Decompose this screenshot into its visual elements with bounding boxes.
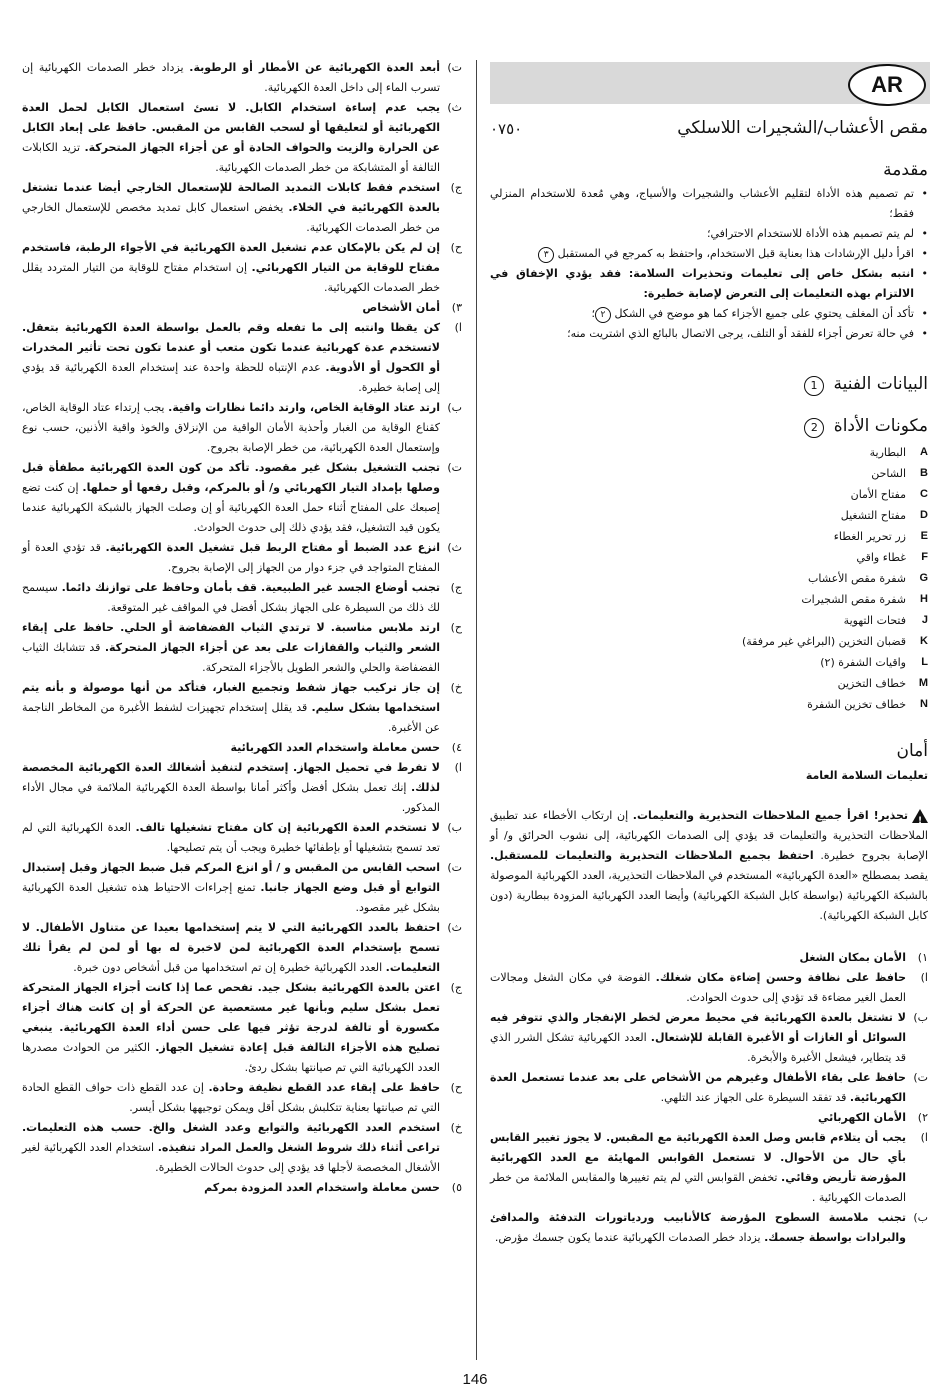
item-text [22,758,440,818]
component-label: مفتاح التشغيل [840,509,906,522]
item-plain-text: تزيد الكابلات التالفة أو المتشابكة من خطر الصدمات الكهربائية. [22,141,440,174]
item-bold-text: لا تفرط في تحميل الجهاز. إستخدم لتنفيذ أشغالك العدة الكهربائية المخصصة لذلك. [22,761,440,794]
list-item: • في حالة تعرض أجزاء للفقد أو التلف، يرجى الاتصال بالبائع الذي اشتريت منه؛ [490,324,928,344]
components-list [490,442,928,715]
component-key: L [921,656,928,668]
component-label: زر تحرير الغطاء [833,530,906,543]
item-number: ب) [447,401,462,414]
item-plain-text: تخفض القوابس التي لم يتم تغييرها والمقابس الملائمة من خطر الصدمات الكهربائية . [490,1171,906,1204]
page-number: 146 [462,1371,488,1388]
item-text [22,1178,440,1198]
item-text [22,298,440,318]
column-divider [476,60,477,1360]
item-number: ج) [450,581,462,594]
item-number: ٤) [451,741,462,754]
list-item [22,758,462,818]
component-item [490,547,928,568]
list-item [22,678,462,738]
item-text [490,1208,906,1248]
component-item [490,463,928,484]
list-item: • تم تصميم هذه الأداة لتقليم الأعشاب والشجيرات والأسياج، وهي مُعدة للاستخدام المنزلي فقط؛ [490,184,928,224]
item-number: ٥) [451,1181,462,1194]
item-plain-text: سيسمح لك ذلك من السيطرة على الجهاز بشكل أفضل في المواقف غير المتوقعة. [22,581,440,614]
list-item [490,1068,928,1108]
item-number: ث) [447,921,462,934]
item-text [490,1128,906,1208]
intro-bullet-3: اقرأ دليل الإرشادات هذا بعناية قبل الاستخدام، واحتفظ به كمرجع في المستقبل [557,247,914,260]
figure-ref-3: ٣ [538,247,554,263]
item-text [490,948,906,968]
item-text [22,678,440,738]
list-item [22,618,462,678]
item-number: ث) [447,541,462,554]
figure-ref-1: 1 [804,376,824,396]
general-safety-heading: تعليمات السلامة العامة [805,769,928,782]
right-safety-list [490,948,928,1248]
item-text [490,1008,906,1068]
component-item [490,631,928,652]
item-bold-text: اعتن بالعدة الكهربائية بشكل جيد. تفحص عما إذا كانت أجزاء الجهاز المتحركة تعمل بشكل سليم وبأنها غير مستعصية عن الحركة أو إن كانت هناك أجزاء مكسورة أو تالفة لدرجة تؤثر فيها على حسن أداء العدة الكهربائية. ينبغي تصليح هذه الأجزاء التالفة قبل إعادة تشغيل الجهاز. [22,981,440,1054]
item-plain-text: إن كنت تضع إصبعك على المفتاح أثناء حمل العدة الكهربائية أو إن وصلت الجهاز بالشبكة الكهربائية عندما يكون قيد التشغيل، فقد يؤدي ذلك إلى حدوث الحوادث. [22,481,440,534]
intro-bullet-2: لم يتم تصميم هذه الأداة للاستخدام الاحترافي؛ [706,227,914,240]
component-key: D [920,509,928,521]
list-item [22,918,462,978]
item-text [22,618,440,678]
item-bold-text: تجنب أوضاع الجسد غير الطبيعية. قف بأمان وحافظ على توازنك دائما. [61,581,440,594]
item-bold-text: استخدم العدد الكهربائية والتوابع وعدد الشغل والخ. حسب هذه التعليمات. تراعى أثناء ذلك شروط الشغل والعمل المراد تنفيذه. [22,1121,440,1154]
item-text [22,578,440,618]
item-bold-text: حسن معاملة واستخدام العدد المزودة بمركم [204,1181,440,1194]
item-number: ح) [450,241,462,254]
section-heading [490,948,928,968]
item-text [22,98,440,178]
item-plain-text: إن عدد القطع ذات حواف القطع الحادة التي تم صيانتها بعناية تتكلبش بشكل أقل ويمكن توجيهها بشكل أيسر. [22,1081,440,1114]
component-key: G [919,572,928,584]
item-number: ١) [917,951,928,964]
list-item [22,1118,462,1178]
component-key: A [920,446,928,458]
item-text [22,458,440,538]
item-text [22,1118,440,1178]
warning-text-2: يقصد بمصطلح «العدة الكهربائية» المستخدم في الملاحظات التحذيرية، العدد الكهربائية الموصولة بالشبكة الكهربائية (بواسطة كابل الشبكة الكهربائية) وأيضا العدد الكهربائية المزودة ببطارية (دون كابل الشبكة الكهربائية). [490,869,928,922]
component-label: مفتاح الأمان [850,488,906,501]
item-plain-text: يخفض استعمال كابل تمديد مخصص للإستعمال الخارجي من خطر الصدمات الكهربائية. [22,201,440,234]
item-bold-text: انزع عدد الضبط أو مفتاح الربط قبل تشغيل العدة الكهربائية. [105,541,440,554]
item-bold-text: يجب أن يتلاءم قابس وصل العدة الكهربائية مع المقبس. لا يجوز تغيير القابس بأي حال من الأحوال. لا تستعمل القوابس المهايئة مع العدد الكهربائية المؤرضة تأريض وقائي. [490,1131,906,1184]
component-item [490,442,928,463]
item-number: ا) [454,321,462,334]
item-number: ج) [450,981,462,994]
item-plain-text: الفوضة في مكان الشغل ومجالات العمل الغير مضاءة قد تؤدي إلى حدوث الحوادث. [490,971,906,1004]
warning-text-1: إن ارتكاب الأخطاء عند تطبيق الملاحظات التحذيرية والتعليمات قد يؤدي إلى الصدمات الكهربائية، إلى نشوب الحرائق و/ أو الإصابة بجروح خطيرة. [490,809,928,862]
section-heading [22,298,462,318]
item-text [22,178,440,238]
right-column [490,160,928,1248]
item-number: ج) [450,181,462,194]
item-plain-text: إن استخدام مفتاح للوقاية من التيار المتردد يقلل خطر الصدمات الكهربائية. [22,261,440,294]
item-text [22,58,440,98]
component-label: قضبان التخزين (البراغي غير مرفقة) [741,635,906,648]
item-text [22,858,440,918]
component-label: الشاحن [871,467,906,480]
item-text [22,538,440,578]
item-number: ب) [913,1011,928,1024]
item-number: ب) [447,821,462,834]
item-text [490,968,906,1008]
item-plain-text: عدم الإنتباه للحظة واحدة عند إستخدام العدة الكهربائية قد يؤدي إلى إصابة خطيرة. [22,361,440,394]
item-text [22,238,440,298]
item-number: ح) [450,1081,462,1094]
item-bold-text: أمان الأشخاص [362,301,440,314]
component-label: غطاء واقي [856,551,906,564]
item-plain-text: قد يقلل إستخدام تجهيزات لشفط الأغبرة من المخاطر الناجمة عن الأغبرة. [22,701,440,734]
list-item [22,98,462,178]
item-plain-text: يزداد خطر الصدمات الكهربائية عندما يكون جسمك مؤرض. [494,1231,765,1244]
list-item [490,1208,928,1248]
item-bold-text: الأمان بمكان الشغل [799,951,906,964]
list-item [490,1128,928,1208]
component-label: واقيات الشفرة (٢) [820,656,906,669]
item-number: ح) [450,621,462,634]
item-bold-text: حافظ على إبقاء عدد القطع نظيفة وحادة. [208,1081,441,1094]
item-number: ا) [454,761,462,774]
item-plain-text: استخدام العدد الكهربائية لغير الأشغال المخصصة لأجلها قد يؤدي إلى حدوث الحالات الخطيرة. [22,1141,440,1174]
item-plain-text: تمنع إجراءات الاحتياط هذه تشغيل العدة الكهربائية بشكل غير مقصود. [22,881,440,914]
component-label: فتحات التهوية [843,614,906,627]
item-plain-text: العدد الكهربائية خطيرة إن تم استخدامها من قبل أشخاص دون خبرة. [73,961,386,974]
item-number: ٢) [917,1111,928,1124]
item-bold-text: ارتد عتاد الوقاية الخاص، وارتد دائما نظارات واقية. [168,401,440,414]
intro-bullet-1: تم تصميم هذه الأداة لتقليم الأعشاب والشجيرات والأسياج، وهي مُعدة للاستخدام المنزلي فقط؛ [490,187,914,220]
item-text [490,1068,906,1108]
component-key: K [920,635,928,647]
item-plain-text: يزداد خطر الصدمات الكهربائية إن تسرب الماء إلى داخل العدة الكهربائية. [22,61,440,94]
component-item [490,610,928,631]
warning-bold-2: احتفظ بجميع الملاحظات التحذيرية والتعليمات للمستقبل. [490,849,814,862]
item-plain-text: الكثير من الحوادث مصدرها العدد الكهربائية التي تم صيانتها بشكل ردئ. [22,1041,440,1074]
component-label: البطارية [869,446,906,459]
list-item: • تأكد أن المغلف يحتوي على جميع الأجزاء كما هو موضح في الشكل ٢؛ [490,304,928,324]
list-item: • لم يتم تصميم هذه الأداة للاستخدام الاحترافي؛ [490,224,928,244]
component-key: H [920,593,928,605]
item-bold-text: حسن معاملة واستخدام العدد الكهربائية [230,741,440,754]
item-number: ت) [447,861,462,874]
component-label: خطاف التخزين [837,677,906,690]
list-item [22,238,462,298]
tech-data-heading [490,374,928,396]
product-title: مقص الأعشاب/الشجيرات اللاسلكي [677,118,928,138]
tech-data-title: البيانات الفنية [833,374,928,394]
item-plain-text: العدد الكهربائية تشكل الشرر الذي قد يتطاير، فيشعل الأغبرة والأبخرة. [490,1031,906,1064]
item-number: ا) [920,1131,928,1144]
item-number: ث) [447,101,462,114]
component-item [490,673,928,694]
component-item [490,505,928,526]
product-title-row [490,118,928,138]
figure-ref-2b: 2 [804,418,824,438]
component-item [490,589,928,610]
list-item [490,1008,928,1068]
item-number: ا) [920,971,928,984]
check-parts-text: تأكد أن المغلف يحتوي على جميع الأجزاء كما هو موضح في الشكل [614,307,914,320]
item-text [22,738,440,758]
list-item [490,968,928,1008]
list-item [22,398,462,458]
item-bold-text: كن يقظا وانتبه إلى ما تفعله وقم بالعمل بواسطة العدة الكهربائية بتعقل. لاتستخدم عدة كهربائية عندما تكون متعب أو عندما تكون تحت تأثير المخدرات أو الكحول أو الأدوية. [22,321,440,374]
component-item [490,484,928,505]
item-bold-text: لا تستخدم العدة الكهربائية إن كان مفتاح تشغيلها تالف. [135,821,440,834]
item-text [22,398,440,458]
item-bold-text: احتفظ بالعدد الكهربائية التي لا يتم إستخدامها بعيدا عن متناول الأطفال. لا تسمح بإستخدام العدة الكهربائية لمن لاخبرة له بها أو لمن لم يقرأ تلك التعليمات. [22,921,440,974]
item-bold-text: تجنب التشغيل بشكل غير مقصود. تأكد من كون العدة الكهربائية مطفأة قبل وصلها بإمداد التيار الكهربائي و/ أو بالمركم، وقبل رفعها أو حملها. [22,461,441,494]
safety-heading: أمان [896,741,928,761]
components-heading [490,416,928,438]
item-plain-text: العدة الكهربائية التي لم تعد تسمح بتشغيلها أو بإطفائها خطيرة ويجب أن يتم تصليحها. [22,821,440,854]
list-item [22,458,462,538]
item-bold-text: اسحب القابس من المقبس و / أو انزع المركم قبل ضبط الجهاز وقبل إستبدال التوابع أو قبل وضع الجهاز جانبا. [22,861,440,894]
item-bold-text: حافظ على نظافة وحسن إضاءة مكان شغلك. [655,971,906,984]
list-item: • اقرأ دليل الإرشادات هذا بعناية قبل الاستخدام، واحتفظ به كمرجع في المستقبل ٣ [490,244,928,264]
item-bold-text: استخدم فقط كابلات التمديد الصالحة للإستعمال الخارجي أيضا عندما تشتغل بالعدة الكهربائية في الخلاء. [22,181,440,214]
component-item [490,526,928,547]
component-label: شفرة مقص الأعشاب [808,572,906,585]
warning-icon: ! [912,809,928,823]
item-plain-text: يجب إرتداء عتاد الوقاية الخاص، كقناع الوقاية من الغبار وأحذية الأمان الواقية من الإنزلاق والخوذ واقية الأذنين، حسب نوع وإستعمال العدة الكهربائية، من خطر الإصابة بجروح. [22,401,440,454]
list-item [22,538,462,578]
item-plain-text: قد تتشابك الثياب الفضفاضة والحلي والشعر الطويل بالأجزاء المتحركة. [22,641,440,674]
component-key: M [918,677,928,689]
list-item: • انتبه بشكل خاص إلى تعليمات وتحذيرات السلامة: فقد يؤدي الإخفاق في الالتزام بهذه التعليمات إلى التعرض لإصابة خطيرة: [490,264,928,304]
list-item [22,818,462,858]
item-text [22,818,440,858]
item-text [22,978,440,1078]
item-bold-text: إن لم يكن بالإمكان عدم تشغيل العدة الكهربائية في الأجواء الرطبة، فاستخدم مفتاح للوقاية من التيار الكهربائي. [22,241,440,274]
model-number: ٠٧٥٠ [490,120,523,138]
item-text [490,1108,906,1128]
list-item [22,858,462,918]
list-item [22,318,462,398]
warning-block [490,806,928,926]
item-bold-text: الأمان الكهربائي [817,1111,906,1124]
figure-ref-2: ٢ [595,307,611,323]
item-number: ت) [447,461,462,474]
component-item [490,694,928,715]
section-heading [490,1108,928,1128]
item-number: ٣) [451,301,462,314]
list-item [22,578,462,618]
item-bold-text: يجب عدم إساءة استخدام الكابل. لا تسئ استعمال الكابل لحمل العدة الكهربائية أو لتعليقها أو لسحب القابس من المقبس. حافظ على إبعاد الكابل عن الحرارة والزيت والحواف الحادة أو عن أجزاء الجهاز المتحركة. [22,101,440,154]
component-item [490,652,928,673]
item-bold-text: ارتد ملابس مناسبة. لا ترتدي الثياب الفضفاضة أو الحلي. حافظ على إبقاء الشعر والثياب والقفازات على بعد عن أجزاء الجهاز المتحركة. [22,621,440,654]
item-plain-text: قد تفقد السيطرة على الجهاز عند التلهي. [660,1091,850,1104]
component-key: N [920,698,928,710]
item-bold-text: إن جاز تركيب جهاز شفط وتجميع الغبار، فتأكد من أنها موصولة و بأنه يتم استخدامها بشكل سليم. [22,681,440,714]
item-number: ت) [913,1071,928,1084]
list-item [22,58,462,98]
item-bold-text: حافظ على بقاء الأطفال وغيرهم من الأشخاص على بعد عندما تستعمل العدة الكهربائية. [490,1071,906,1104]
list-item [22,178,462,238]
item-plain-text: قد تؤدي العدة أو المفتاح المتواجد في جزء دوار من الجهاز إلى الإصابة بجروح. [22,541,440,574]
component-key: B [920,467,928,479]
item-text [22,1078,440,1118]
item-bold-text: تجنب ملامسة السطوح المؤرضة كالأنابيب وردياتورات التدفئة والمدافئ والبرادات بواسطة جسمك. [490,1211,906,1244]
section-heading [22,738,462,758]
component-key: F [921,551,928,563]
list-item [22,978,462,1078]
item-number: خ) [450,681,462,694]
item-number: ت) [447,61,462,74]
item-text [22,918,440,978]
component-label: خطاف تخزين الشفرة [807,698,906,711]
item-number: ب) [913,1211,928,1224]
warning-bold-1: تحذير! اقرأ جميع الملاحظات التحذيرية والتعليمات. [632,809,908,822]
missing-parts-text: في حالة تعرض أجزاء للفقد أو التلف، يرجى الاتصال بالبائع الذي اشتريت منه؛ [567,327,914,340]
item-plain-text: إنك تعمل بشكل أفضل وأكثر أمانا بواسطة العدة الكهربائية الملائمة في مجال الأداء المذكور. [22,781,440,814]
intro-heading: مقدمة [883,160,928,180]
component-key: C [920,488,928,500]
item-bold-text: أبعد العدة الكهربائية عن الأمطار أو الرطوبة. [189,61,440,74]
item-number: خ) [450,1121,462,1134]
list-item [22,1078,462,1118]
item-bold-text: لا تشتغل بالعدة الكهربائية في محيط معرض لخطر الإنفجار والذي تتوفر فيه السوائل أو الغازات أو الأغبرة القابلة للإشتعال. [490,1011,907,1044]
component-key: J [921,614,928,626]
language-badge: AR [848,64,926,106]
left-column [22,58,462,1198]
item-text [22,318,440,398]
component-key: E [920,530,928,542]
components-title: مكونات الأداة [833,416,928,436]
component-item [490,568,928,589]
attention-note: انتبه بشكل خاص إلى تعليمات وتحذيرات السلامة: فقد يؤدي الإخفاق في الالتزام بهذه التعليمات إلى التعرض لإصابة خطيرة: [490,267,914,300]
component-label: شفرة مقص الشجيرات [801,593,906,606]
section-heading [22,1178,462,1198]
